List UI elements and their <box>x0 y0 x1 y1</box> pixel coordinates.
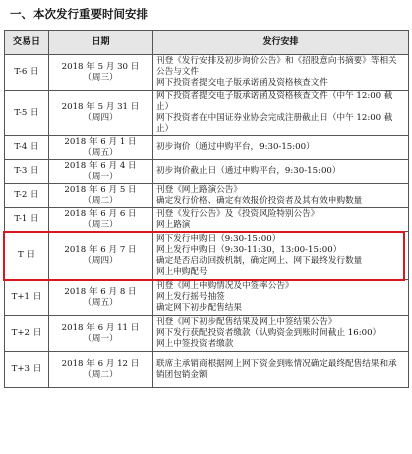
trading-day-cell: T+3 日 <box>5 352 49 388</box>
date-text: 2018 年 5 月 30 日 <box>61 61 140 72</box>
date-cell <box>49 184 153 208</box>
arrangement-cell <box>153 316 409 352</box>
weekday-text: （周四） <box>83 113 118 123</box>
trading-day-cell: T-1 日 <box>5 208 49 232</box>
arrangement-item: 网上路演 <box>156 219 191 230</box>
table-row <box>5 280 409 316</box>
table-header-row <box>5 31 409 55</box>
date-cell <box>49 232 153 280</box>
trading-day-cell: T+1 日 <box>5 280 49 316</box>
arrangement-item: 确定是否启动回拨机制，确定网上、网下最终发行数量 <box>156 255 363 266</box>
date-cell <box>49 352 153 388</box>
trading-day-cell: T-6 日 <box>5 55 49 91</box>
weekday-text: （周二） <box>83 195 118 206</box>
weekday-text: （周五） <box>83 147 118 158</box>
date-cell <box>49 55 153 91</box>
date-text: 2018 年 6 月 1 日 <box>64 136 137 147</box>
arrangement-cell <box>153 208 409 232</box>
arrangement-cell <box>153 136 409 160</box>
table-row <box>5 316 409 352</box>
table-row <box>5 136 409 160</box>
column-header-arrangement: 发行安排 <box>153 31 409 55</box>
trading-day-cell: T-3 日 <box>5 160 49 184</box>
date-cell <box>49 316 153 352</box>
table-row <box>5 208 409 232</box>
table-row <box>5 232 409 280</box>
weekday-text: （周三） <box>83 219 118 230</box>
date-cell <box>49 91 153 136</box>
weekday-text: （周四） <box>83 255 118 266</box>
arrangement-item: 网下发行获配投资者缴款（认购资金到账时间截止 16:00） <box>156 328 382 338</box>
arrangement-item: 初步询价（通过申购平台，9:30-15:00） <box>156 142 315 152</box>
date-text: 2018 年 6 月 5 日 <box>64 184 137 195</box>
arrangement-item: 确定网下初步配售结果 <box>156 303 242 313</box>
date-text: 2018 年 6 月 7 日 <box>64 244 137 255</box>
arrangement-item: 网下投资者提交电子版承诺函及资格核查文件 <box>156 78 328 88</box>
date-text: 2018 年 6 月 11 日 <box>61 322 140 333</box>
table-row <box>5 352 409 388</box>
schedule-table <box>4 30 409 388</box>
arrangement-item: 刊登《网下初步配售结果及网上中签结果公告》 <box>156 317 337 327</box>
weekday-text: （周一） <box>83 333 118 344</box>
table-row <box>5 184 409 208</box>
trading-day-cell: T-4 日 <box>5 136 49 160</box>
arrangement-item: 联席主承销商根据网上网下资金到账情况确定最终配售结果和承销团包销金额 <box>156 358 397 380</box>
arrangement-item: 网上发行申购日（9:30-11:30，13:00-15:00） <box>156 244 342 255</box>
weekday-text: （周三） <box>83 72 118 83</box>
arrangement-item: 初步询价截止日（通过申购平台，9:30-15:00） <box>156 166 341 176</box>
date-text: 2018 年 6 月 6 日 <box>64 208 137 219</box>
arrangement-cell <box>153 280 409 316</box>
arrangement-item: 刊登《网上路演公告》 <box>156 184 242 195</box>
table-row <box>5 160 409 184</box>
date-text: 2018 年 6 月 4 日 <box>64 160 137 171</box>
arrangement-cell <box>153 352 409 388</box>
weekday-text: （周五） <box>83 297 118 308</box>
arrangement-item: 刊登《发行公告》及《投资风险特别公告》 <box>156 208 320 219</box>
trading-day-cell: T 日 <box>5 232 49 280</box>
date-cell <box>49 280 153 316</box>
table-row <box>5 91 409 136</box>
trading-day-cell: T-2 日 <box>5 184 49 208</box>
weekday-text: （周一） <box>83 171 118 182</box>
arrangement-cell <box>153 232 409 280</box>
section-heading: 一、本次发行重要时间安排 <box>10 7 148 21</box>
arrangement-item: 确定发行价格、确定有效报价投资者及其有效申购数量 <box>156 195 363 206</box>
arrangement-item: 刊登《发行安排及初步询价公告》和《招股意向书摘要》等相关公告与文件 <box>156 56 397 77</box>
arrangement-item: 网下发行申购日（9:30-15:00） <box>156 233 281 244</box>
date-cell <box>49 208 153 232</box>
trading-day-cell: T-5 日 <box>5 91 49 136</box>
column-header-trading-day: 交易日 <box>5 31 49 55</box>
arrangement-item: 网上申购配号 <box>156 266 208 277</box>
arrangement-cell <box>153 55 409 91</box>
date-text: 2018 年 5 月 31 日 <box>61 102 140 112</box>
arrangement-item: 网上发行摇号抽签 <box>156 292 225 302</box>
arrangement-item: 网下投资者在中国证券业协会完成注册截止日（中午 12:00 截止） <box>156 113 393 134</box>
arrangement-cell <box>153 91 409 136</box>
date-cell <box>49 136 153 160</box>
table-row <box>5 55 409 91</box>
arrangement-cell <box>153 184 409 208</box>
date-cell <box>49 160 153 184</box>
weekday-text: （周二） <box>83 369 118 380</box>
date-text: 2018 年 6 月 12 日 <box>61 358 140 369</box>
arrangement-item: 刊登《网上申购情况及中签率公告》 <box>156 281 294 291</box>
trading-day-cell: T+2 日 <box>5 316 49 352</box>
arrangement-cell <box>153 160 409 184</box>
arrangement-item: 网下投资者提交电子版承诺函及资格核查文件（中午 12:00 截止） <box>156 91 393 112</box>
date-text: 2018 年 6 月 8 日 <box>64 286 137 297</box>
arrangement-item: 网上中签投资者缴款 <box>156 339 234 349</box>
column-header-date: 日期 <box>49 31 153 55</box>
